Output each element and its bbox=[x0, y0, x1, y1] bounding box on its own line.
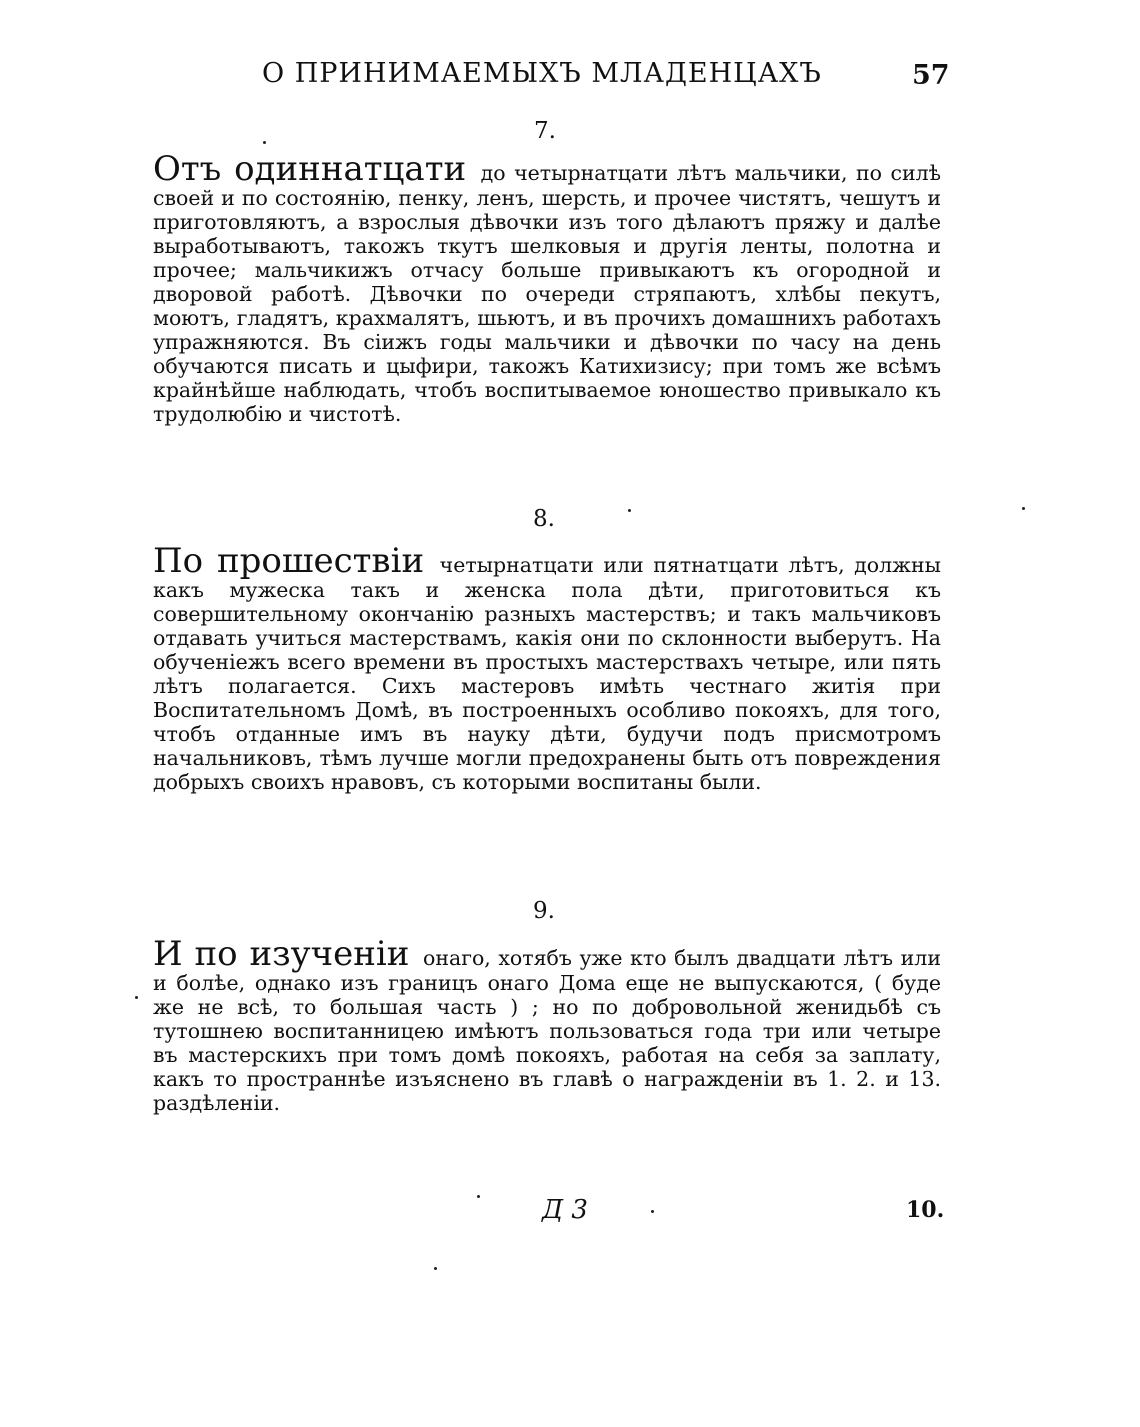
section-9-body: онаго, хотябъ уже кто былъ двадцати лѣтъ или и болѣе, однако изъ границъ онаго Дома еще не выпускаются, ( буде же не всѣ, то большая часть ) ; но по добровольной женидьбѣ съ тутошнею воспитанницею имѣютъ пользоваться года три или четыре въ мастерскихъ при томъ домѣ покояхъ, работая на себя за заплату, какъ то пространнѣе изъяснено въ главѣ о награжденіи въ 1. 2. и 13. раздѣленіи. bbox=[153, 946, 941, 1115]
catchword: 10. bbox=[906, 1197, 945, 1223]
print-speck bbox=[135, 996, 138, 999]
print-speck bbox=[434, 1267, 437, 1270]
section-7-lead: Отъ одиннатцати bbox=[153, 149, 467, 189]
section-8-lead: По прошествіи bbox=[153, 541, 425, 581]
section-8-body: четырнатцати или пятнатцати лѣтъ, должны какъ мужеска такъ и женска пола дѣти, приготовиться къ совершительному окончанію разныхъ мастерствъ; и такъ мальчиковъ отдавать учиться мастерствамъ, какія они по склонности выберутъ. На обученіежъ всего времени въ простыхъ мастерствахъ четыре, или пять лѣтъ полагается. Сихъ мастеровъ имѣть честнаго житія при Воспитательномъ Домѣ, въ построенныхъ особливо покояхъ, для того, чтобъ отданные имъ въ науку дѣти, будучи подъ присмотромъ начальниковъ, тѣмъ лучше могли предохранены быть отъ повреждения добрыхъ своихъ нравовъ, съ которыми воспитаны были. bbox=[153, 553, 941, 794]
signature-mark: Д 3 bbox=[542, 1195, 588, 1225]
page-number: 57 bbox=[912, 60, 950, 91]
section-7-paragraph bbox=[153, 149, 941, 426]
print-speck bbox=[263, 141, 266, 144]
print-speck bbox=[651, 1210, 654, 1213]
section-9-paragraph bbox=[153, 934, 941, 1115]
section-8-paragraph bbox=[153, 541, 941, 794]
section-7-body: до четырнатцати лѣтъ мальчики, по силѣ своей и по состоянію, пенку, ленъ, шерсть, и прочее чистятъ, чешутъ и приготовляютъ, а взрослыя дѣвочки изъ того дѣлаютъ пряжу и далѣе выработываютъ, такожъ ткутъ шелковыя и другія ленты, полотна и прочее; мальчикижъ отчасу больше привыкаютъ къ огородной и дворовой работѣ. Дѣвочки по очереди стряпаютъ, хлѣбы пекутъ, моютъ, гладятъ, крахмалятъ, шьютъ, и въ прочихъ домашнихъ работахъ упражняются. Въ сіижъ годы мальчики и дѣвочки по часу на день обучаются писать и цыфири, такожъ Катихизису; при томъ же всѣмъ крайнѣйше наблюдать, чтобъ воспитываемое юношество привыкало къ трудолюбію и чистотѣ. bbox=[153, 161, 941, 426]
section-number-8: 8. bbox=[533, 506, 555, 532]
print-speck bbox=[1022, 507, 1025, 510]
running-header: О ПРИНИМАЕМЫХЪ МЛАДЕНЦАХЪ bbox=[262, 58, 822, 89]
section-number-7: 7. bbox=[534, 118, 556, 144]
print-speck bbox=[477, 1195, 480, 1198]
section-9-lead: И по изученіи bbox=[153, 934, 410, 974]
print-speck bbox=[628, 509, 631, 512]
section-number-9: 9. bbox=[533, 898, 555, 924]
